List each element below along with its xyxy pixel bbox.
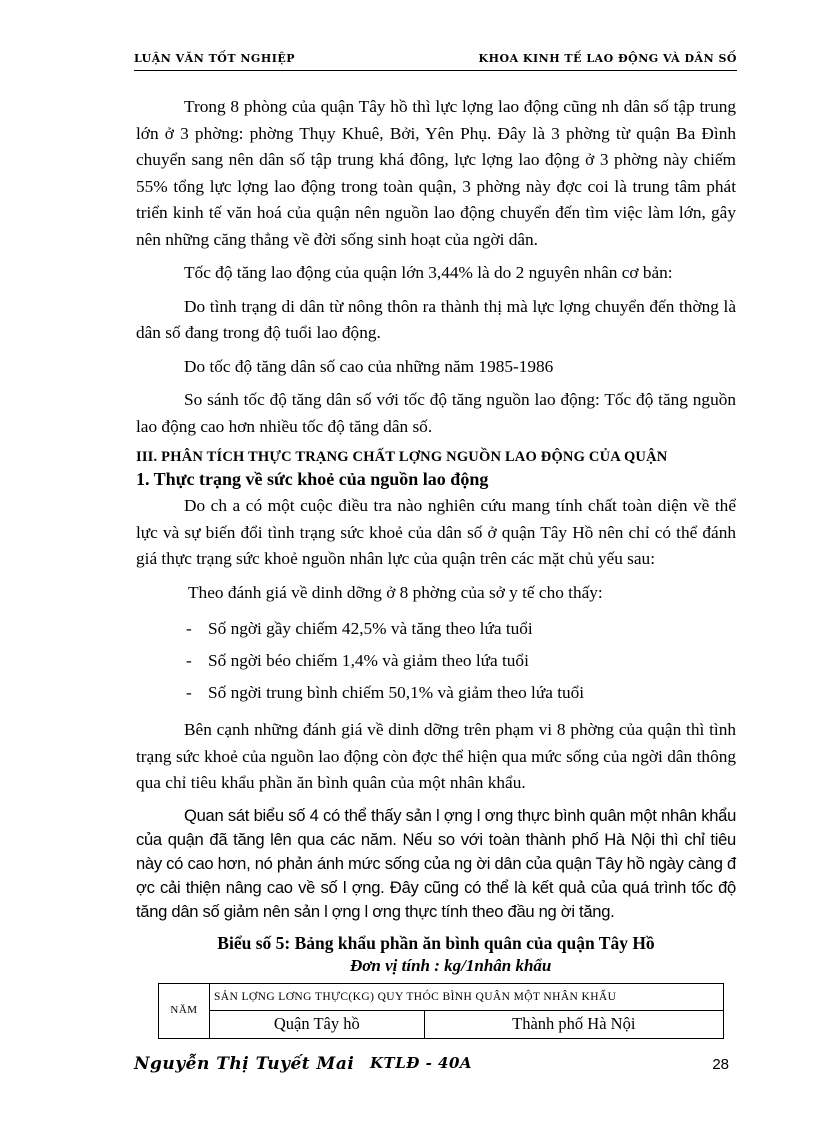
bullet-mark: - [186,651,192,670]
paragraph: Theo đánh giá về dinh dỡng ở 8 phờng của sở y tế cho thấy: [188,582,603,602]
section-heading: III. PHÂN TÍCH THỰC TRẠNG CHẤT LỢNG NGUỒN LAO ĐỘNG CỦA QUẬN [136,449,668,465]
paragraph: Do tình trạng di dân từ nông thôn ra thành thị mà lực lợng chuyển đến thờng là dân số đang trong độ tuổi lao động. [136,296,736,342]
column-header: SẢN LỢNG LƠNG THỰC(KG) QUY THÓC BÌNH QUÂN MỘT NHÂN KHẨU [210,983,724,1011]
table-caption: Biểu số 5: Bảng khẩu phần ăn bình quân của quận Tây Hồ [217,932,655,953]
bullet-mark: - [186,683,192,702]
paragraph: Tốc độ tăng lao động của quận lớn 3,44% là do 2 nguyên nhân cơ bản: [184,263,673,282]
paragraph: Bên cạnh những đánh giá về dinh dỡng trên phạm vi 8 phờng của quận thì tình trạng sức khoẻ của nguồn lao động còn đợc thể hiện qua mức sống của ngời dân thông qua chỉ tiêu khẩu phần ăn bình quân của một nhân khẩu. [136,720,736,792]
paragraph: So sánh tốc độ tăng dân số với tốc độ tăng nguồn lao động: Tốc độ tăng nguồn lao động cao hơn nhiều tốc độ tăng dân số. [136,390,736,436]
paragraph: Trong 8 phòng của quận Tây hồ thì lực lợng lao động cũng nh dân số tập trung lớn ở 3 phờng: phờng Thụy Khuê, Bởi, Yên Phụ. Đây là 3 phờng từ quận Ba Đình chuyển sang nên dân số tập trung khá đông, lực lợng lao động ở 3 phờng này chiếm 55% tổng lực lợng lao động trong toàn quận, 3 phờng này đợc coi là trung tâm phát triển kinh tế văn hoá của quận nên nguồn lao động chuyển đến tìm việc làm lớn, gây nên những căng thẳng về đời sống sinh hoạt của ngời dân. [136,97,736,249]
subsection-heading: 1. Thực trạng về sức khoẻ của nguồn lao động [136,469,489,489]
list-item: - Số ngời gầy chiếm 42,5% và tăng theo lứa tuổi [136,613,736,645]
table-unit: Đơn vị tính : kg/1nhân khẩu [350,955,552,975]
data-table [158,983,724,1039]
sub-header: Thành phố Hà Nội [424,1011,723,1039]
header-faculty-label: KHOA KINH TẾ LAO ĐỘNG VÀ DÂN SỐ [478,52,737,65]
page-footer [134,1050,737,1076]
header-thesis-label: LUẬN VĂN TỐT NGHIỆP [134,52,296,65]
author-name: Nguyễn Thị Tuyết Mai [134,1054,355,1074]
year-header: NĂM [159,983,210,1038]
paragraph: Do tốc độ tăng dân số cao của những năm 1985-1986 [184,356,554,376]
paragraph: Do ch a có một cuộc điều tra nào nghiên cứu mang tính chất toàn diện về thể lực và sự biến đổi tình trạng sức khoẻ của dân số ở quận Tây Hồ nên chỉ có thể đánh giá thực trạng sức khoẻ nguồn nhân lực của quận trên các mặt chủ yếu sau: [136,496,736,568]
bullet-list [136,613,736,709]
page-number: 28 [712,1056,729,1073]
list-item: - Số ngời trung bình chiếm 50,1% và giảm theo lứa tuổi [136,677,736,709]
bullet-mark: - [186,619,192,638]
page-body [136,94,736,1039]
class-code: KTLĐ - 40A [370,1054,473,1072]
list-item: - Số ngời béo chiếm 1,4% và giảm theo lứa tuổi [136,645,736,677]
sub-header: Quận Tây hồ [210,1011,425,1039]
paragraph: Quan sát biểu số 4 có thể thấy sản l ợng l ơng thực bình quân một nhân khẩu của quận đã tăng lên qua các năm. Nếu so với toàn thành phố Hà Nội thì chỉ tiêu này có cao hơn, nó phản ánh mức sống của ng ời dân của quận Tây hồ ngày càng đ ợc cải thiện nâng cao về số l ợng. Đây cũng có thể là kết quả của quá trình tốc độ tăng dân số giảm nên sản l ợng l ơng thực tính theo đầu ng ời tăng. [136,805,736,921]
page-header [134,52,737,71]
